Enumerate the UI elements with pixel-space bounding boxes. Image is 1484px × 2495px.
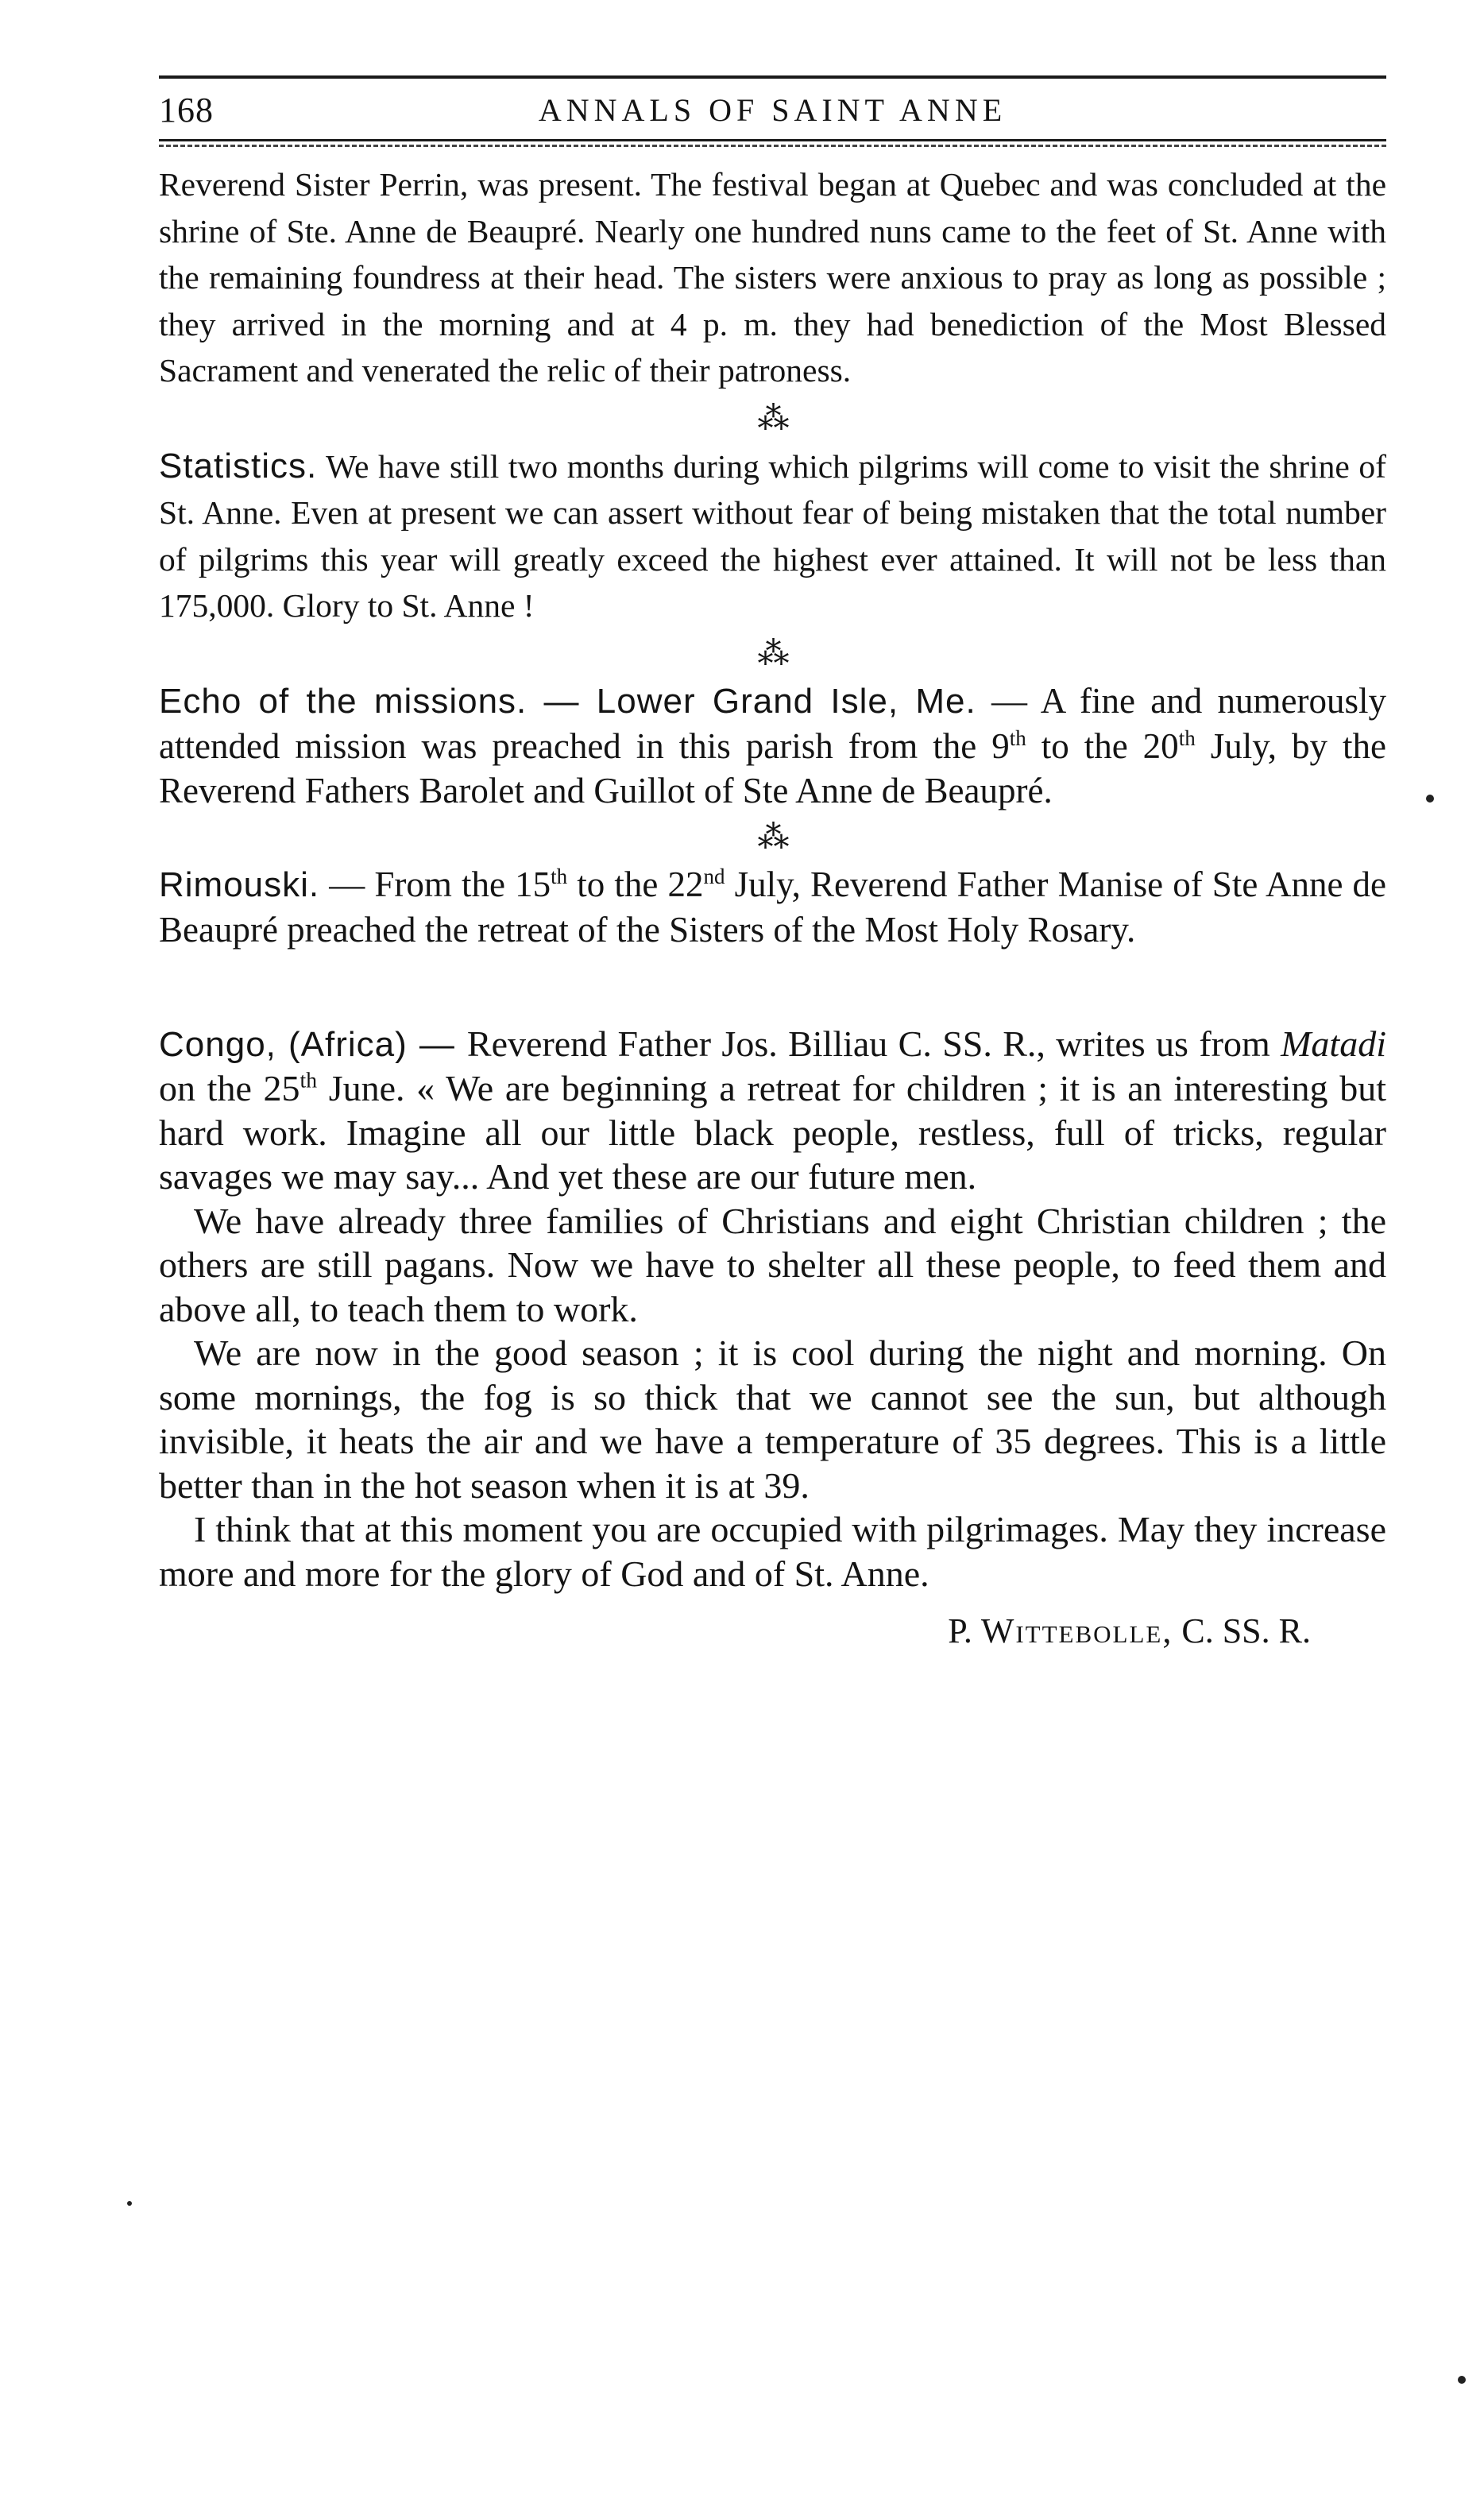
page-header	[159, 83, 1386, 139]
signature-suffix: C. SS. R.	[1181, 1611, 1311, 1650]
print-speck	[1426, 795, 1434, 803]
statistics-heading: Statistics.	[159, 446, 318, 485]
section-statistics	[159, 443, 1386, 629]
section-ornament: ⁂	[757, 818, 788, 855]
paragraph-congo-4: I think that at this moment you are occupied with pilgrimages. May they increase more and more for the glory of God and of St. Anne.	[159, 1509, 1386, 1594]
section-festival	[159, 161, 1386, 394]
congo-text-b: on the 25	[159, 1068, 300, 1108]
header-rule-top	[159, 75, 1386, 79]
paragraph-congo-3: We are now in the good season ; it is cool during the night and morning. On some mornings, the fog is so thick that we cannot see the sun, but although invisible, it heats the air and we have a temperature of 35 degrees. This is a little better than in the hot season when it is at 39.	[159, 1333, 1386, 1506]
header-rule-dashed	[159, 145, 1386, 147]
paragraph-festival: Reverend Sister Perrin, was present. The festival began at Quebec and was concluded at the shrine of Ste. Anne de Beaupré. Nearly one hundred nuns came to the feet of St. Anne with the remaining foundress at their head. The sisters were anxious to pray as long as possible ; they arrived in the morning and at 4 p. m. they had benediction of the Most Blessed Sacrament and venerated the relic of their patroness.	[159, 166, 1386, 389]
rimouski-superscript-2: nd	[703, 864, 725, 888]
paragraph-congo-2: We have already three families of Christians and eight Christian children ; the others are still pagans. Now we have to shelter all these people, to feed them and above all, to teach them to work.	[159, 1200, 1386, 1329]
echo-text-c: July, by the Reverend Fathers Barolet and Guillot of Ste Anne de Beaupré.	[159, 725, 1386, 810]
page-number: 168	[159, 91, 214, 130]
echo-text-a: — A fine and numerously attended mission was preached in this parish from the 9	[159, 680, 1386, 766]
congo-heading: Congo, (Africa) —	[159, 1024, 467, 1064]
congo-text-a: Reverend Father Jos. Billiau C. SS. R., writes us from	[466, 1023, 1281, 1064]
statistics-text: We have still two months during which pilgrims will come to visit the shrine of St. Anne. Even at present we can assert without fear of being mistaken that the total number of pilgrims this year will greatly exceed the highest ever attained. It will not be less than 175,000. Glory to St. Anne !	[159, 447, 1386, 624]
annals-page	[159, 75, 1386, 1656]
echo-heading: Echo of the missions. — Lower Grand Isle, Me.	[159, 681, 976, 721]
section-rimouski	[159, 862, 1386, 952]
running-title: ANNALS OF SAINT ANNE	[538, 92, 1007, 128]
paragraph-congo-1	[159, 1022, 1386, 1199]
rimouski-text-a: — From the 15	[319, 864, 551, 904]
paragraph-statistics	[159, 443, 1386, 629]
section-echo-missions	[159, 679, 1386, 813]
signature-initial: P.	[948, 1611, 972, 1650]
congo-place-name: Matadi	[1281, 1023, 1386, 1064]
rimouski-superscript-1: th	[551, 864, 568, 888]
article-body	[159, 161, 1386, 1656]
print-speck	[1458, 2376, 1466, 2384]
echo-superscript-2: th	[1178, 725, 1196, 750]
rimouski-text-c: July, Reverend Father Manise of Ste Anne de Beaupré preached the retreat of the Sisters of the Most Holy Rosary.	[159, 864, 1386, 950]
section-congo	[159, 1022, 1386, 1596]
echo-text-b: to the 20	[1026, 725, 1179, 766]
header-rule-bottom	[159, 139, 1386, 141]
signature-name: Wittebolle,	[980, 1611, 1173, 1650]
rimouski-heading: Rimouski.	[159, 865, 320, 904]
rimouski-text-b: to the 22	[567, 864, 704, 904]
section-ornament: ⁂	[757, 635, 788, 671]
congo-text-c: June. « We are beginning a retreat for children ; it is an interesting but hard work. Imagine all our little black people, restless, full of tricks, regular savages we may say... And yet these are our future men.	[159, 1068, 1386, 1197]
congo-superscript: th	[300, 1067, 318, 1093]
paragraph-echo-missions	[159, 679, 1386, 813]
print-speck	[127, 2201, 132, 2206]
echo-superscript-1: th	[1009, 725, 1026, 750]
paragraph-rimouski	[159, 862, 1386, 952]
section-ornament: ⁂	[757, 400, 788, 436]
section-spacer	[159, 952, 1386, 1022]
signature	[159, 1607, 1386, 1656]
